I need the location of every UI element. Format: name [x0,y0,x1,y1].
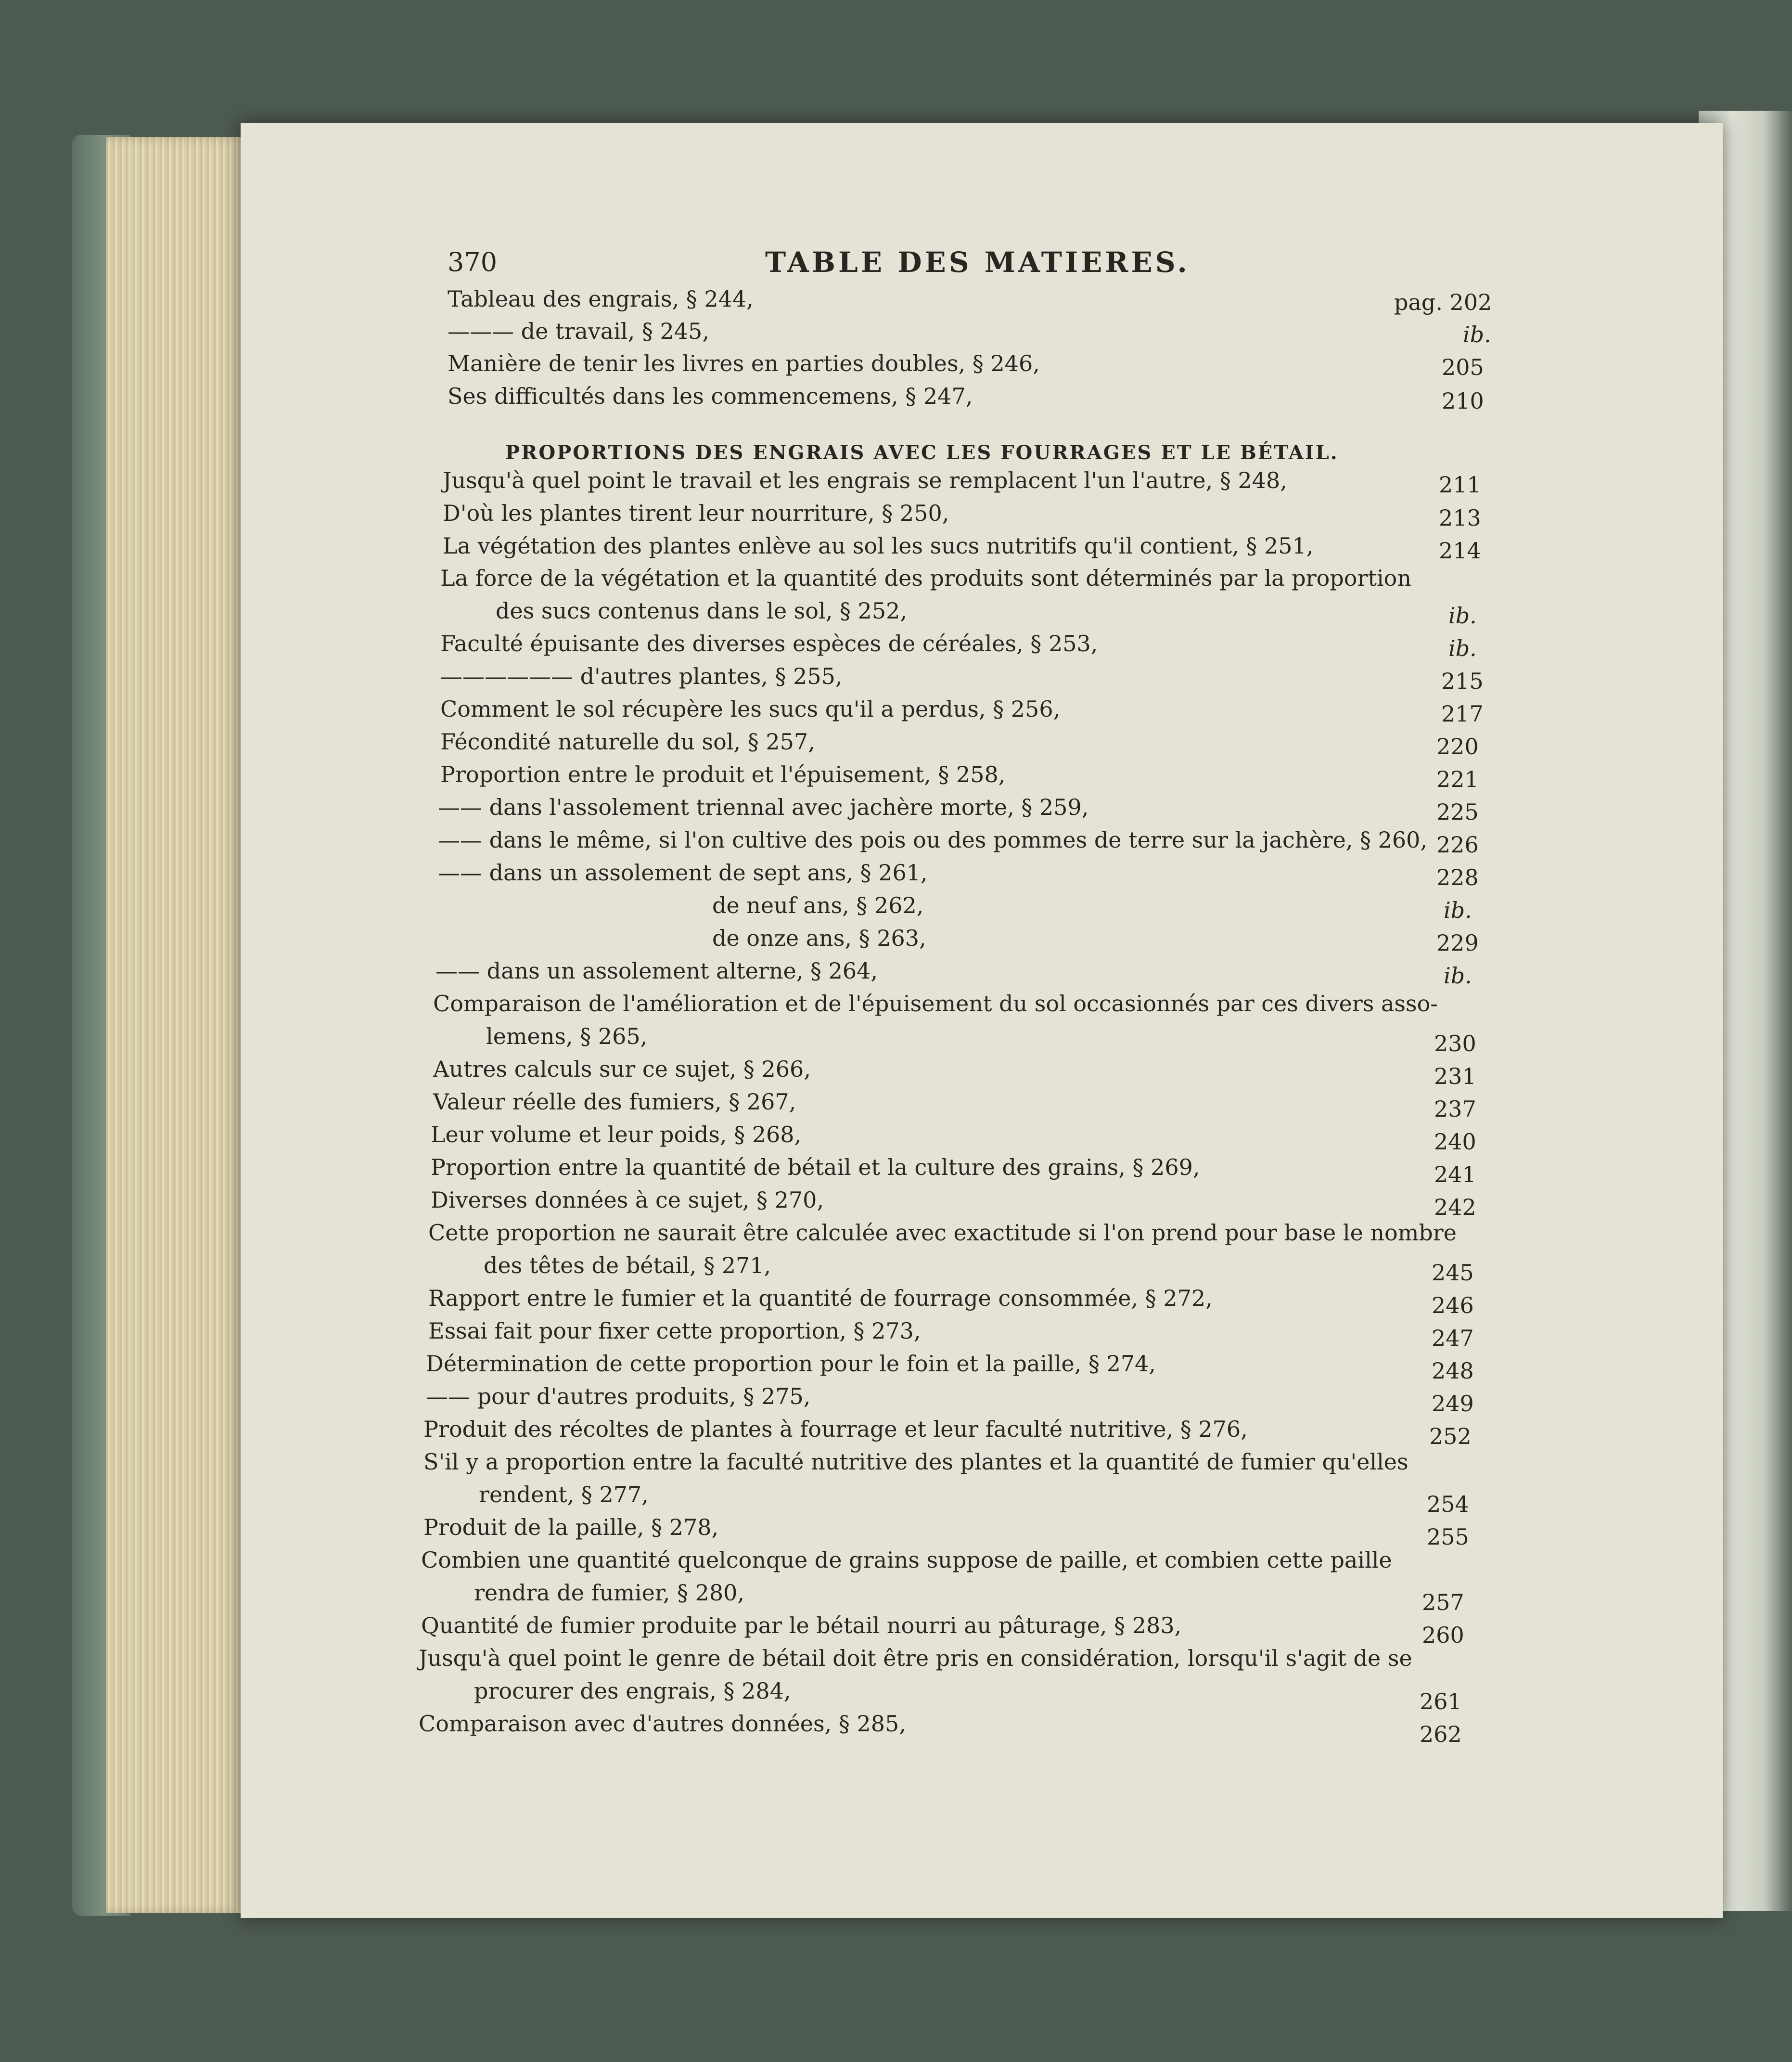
toc-entry: —————— d'autres plantes, § 255, [440,663,843,689]
toc-page: 261 [1420,1688,1462,1714]
toc-entry: Comparaison de l'amélioration et de l'épuisement du sol occasionnés par ces divers asso- [433,991,1438,1017]
toc-page: 210 [1442,388,1484,414]
toc-entry: Leur volume et leur poids, § 268, [431,1121,802,1147]
toc-entry: Rapport entre le fumier et la quantité de fourrage consommée, § 272, [428,1285,1213,1311]
toc-entry: de onze ans, § 263, [712,925,926,951]
toc-page: 254 [1427,1491,1469,1517]
toc-entry: rendra de fumier, § 280, [474,1580,745,1606]
toc-page: 220 [1436,734,1479,760]
toc-entry: Essai fait pour fixer cette proportion, § 273, [428,1318,921,1344]
toc-page: 230 [1434,1031,1476,1057]
toc-page: 237 [1434,1096,1476,1122]
toc-page: 231 [1434,1063,1476,1089]
toc-page: ib. [1444,897,1472,923]
toc-entry: procurer des engrais, § 284, [474,1678,791,1704]
toc-entry: —— dans un assolement de sept ans, § 261, [438,860,928,886]
toc-entry: rendent, § 277, [479,1482,649,1508]
toc-entry: Proportion entre la quantité de bétail et la culture des grains, § 269, [431,1154,1200,1180]
toc-entry: Valeur réelle des fumiers, § 267, [433,1089,796,1115]
toc-entry: Fécondité naturelle du sol, § 257, [440,729,815,755]
toc-entry: —— dans le même, si l'on cultive des pois ou des pommes de terre sur la jachère, § 260, [438,827,1428,853]
toc-page: ib. [1463,322,1491,348]
toc-entry: Ses difficultés dans les commencemens, § 247, [448,383,973,409]
page-number: 370 [448,247,498,277]
toc-page: 215 [1441,668,1484,694]
toc-entry: Comment le sol récupère les sucs qu'il a perdus, § 256, [440,696,1061,722]
toc-entry: Produit de la paille, § 278, [423,1514,719,1540]
toc-page: 226 [1436,832,1479,858]
toc-entry: ——— de travail, § 245, [448,318,709,344]
toc-entry: Manière de tenir les livres en parties doubles, § 246, [448,350,1040,376]
toc-entry: des sucs contenus dans le sol, § 252, [496,598,907,624]
page-edges [106,137,245,1913]
toc-entry: La végétation des plantes enlève au sol les sucs nutritifs qu'il contient, § 251, [443,533,1314,559]
toc-entry: Jusqu'à quel point le travail et les engrais se remplacent l'un l'autre, § 248, [443,467,1287,493]
toc-page: 229 [1436,930,1479,956]
toc-page: 262 [1420,1721,1462,1747]
toc-entry: Proportion entre le produit et l'épuisement, § 258, [440,761,1006,787]
toc-entry: de neuf ans, § 262, [712,892,924,918]
toc-page: ib. [1444,963,1472,989]
toc-entry: Quantité de fumier produite par le bétail nourri au pâturage, § 283, [421,1612,1182,1638]
toc-page: 242 [1434,1194,1476,1220]
toc-entry: —— dans l'assolement triennal avec jachère morte, § 259, [438,794,1089,820]
toc-page: 240 [1434,1129,1476,1155]
toc-page: 217 [1441,701,1484,727]
toc-entry: Combien une quantité quelconque de grains suppose de paille, et combien cette paille [421,1547,1392,1573]
toc-page: 246 [1432,1292,1474,1318]
toc-page: 249 [1432,1391,1474,1417]
toc-entry: Tableau des engrais, § 244, [448,286,754,312]
toc-entry: Comparaison avec d'autres données, § 285, [419,1711,906,1737]
toc-entry: S'il y a proportion entre la faculté nutritive des plantes et la quantité de fumier qu'elles [423,1449,1408,1475]
toc-entry: Autres calculs sur ce sujet, § 266, [433,1056,811,1082]
toc-entry: des têtes de bétail, § 271, [484,1252,771,1278]
section-heading: PROPORTIONS DES ENGRAIS AVEC LES FOURRAGES ET LE BÉTAIL. [505,441,1339,464]
toc-entry: Diverses données à ce sujet, § 270, [431,1187,824,1213]
toc-entry: La force de la végétation et la quantité des produits sont déterminés par la proportion [440,565,1411,591]
toc-entry: Cette proportion ne saurait être calculée avec exactitude si l'on prend pour base le nombre [428,1220,1457,1246]
toc-page: 205 [1442,354,1484,380]
toc-page: ib. [1448,635,1477,661]
toc-page: 214 [1439,538,1481,564]
toc-entry: Détermination de cette proportion pour le foin et la paille, § 274, [426,1351,1156,1377]
toc-page: ib. [1448,603,1477,629]
toc-page: 257 [1422,1589,1464,1615]
toc-entry: Produit des récoltes de plantes à fourrage et leur faculté nutritive, § 276, [423,1416,1248,1442]
toc-page: 221 [1436,766,1479,792]
toc-entry: lemens, § 265, [486,1023,648,1049]
toc-page: 225 [1436,799,1479,825]
toc-entry: —— pour d'autres produits, § 275, [426,1383,811,1409]
book-page [241,123,1723,1918]
toc-page: 228 [1436,864,1479,890]
toc-page: pag. 202 [1394,289,1492,315]
toc-entry: Jusqu'à quel point le genre de bétail doit être pris en considération, lorsqu'il s'agit de se [419,1645,1412,1671]
toc-page: 213 [1439,505,1481,531]
toc-page: 252 [1429,1423,1472,1449]
toc-page: 247 [1432,1325,1474,1351]
toc-page: 245 [1432,1260,1474,1286]
toc-page: 255 [1427,1524,1469,1550]
toc-page: 260 [1422,1622,1464,1648]
page-title: TABLE DES MATIERES. [765,246,1190,279]
toc-entry: —— dans un assolement alterne, § 264, [435,958,878,984]
toc-page: 248 [1432,1358,1474,1384]
toc-entry: Faculté épuisante des diverses espèces de céréales, § 253, [440,631,1098,657]
toc-page: 241 [1434,1161,1476,1187]
toc-page: 211 [1439,472,1481,498]
toc-entry: D'où les plantes tirent leur nourriture, § 250, [443,500,949,526]
